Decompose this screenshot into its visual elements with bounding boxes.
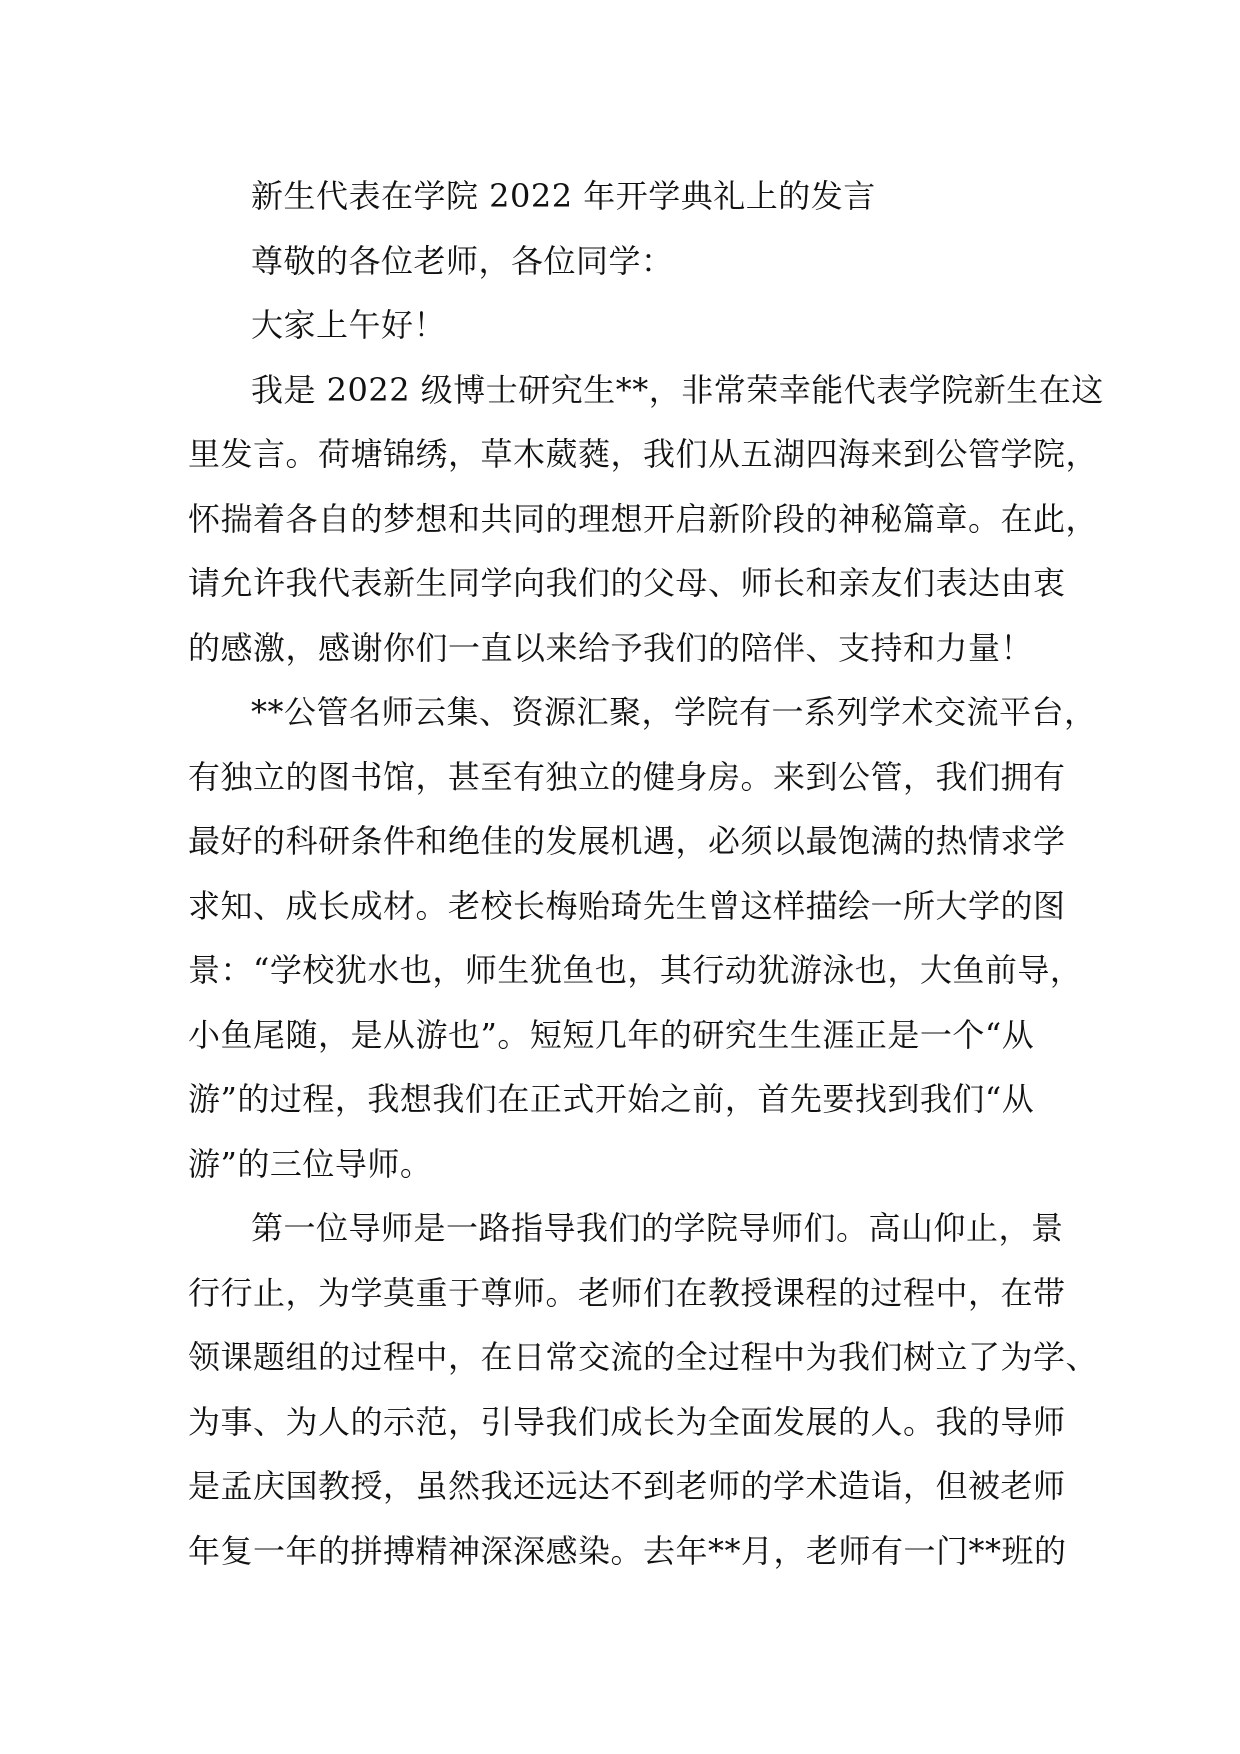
- paragraph-line: 求知、成长成材。老校长梅贻琦先生曾这样描绘一所大学的图: [188, 886, 1066, 925]
- paragraph-line: 里发言。荷塘锦绣，草木葳蕤，我们从五湖四海来到公管学院，: [188, 435, 1099, 473]
- paragraph-line: 景：“学校犹水也，师生犹鱼也，其行动犹游泳也，大鱼前导，: [188, 951, 1083, 989]
- paragraph-line: 第一位导师是一路指导我们的学院导师们。高山仰止，景: [251, 1209, 1064, 1247]
- paragraph-line: 是孟庆国教授，虽然我还远达不到老师的学术造诣，但被老师: [188, 1467, 1066, 1505]
- paragraph-line: 为事、为人的示范，引导我们成长为全面发展的人。我的导师: [188, 1402, 1066, 1441]
- paragraph-line: 我是 2022 级博士研究生**，非常荣幸能代表学院新生在这: [251, 370, 1104, 409]
- paragraph-line: 游”的三位导师。: [188, 1144, 433, 1183]
- paragraph-line: 行行止，为学莫重于尊师。老师们在教授课程的过程中，在带: [188, 1273, 1066, 1312]
- paragraph-line: 有独立的图书馆，甚至有独立的健身房。来到公管，我们拥有: [188, 757, 1066, 796]
- salutation: 尊敬的各位老师，各位同学：: [251, 241, 674, 280]
- document-title: 新生代表在学院 2022 年开学典礼上的发言: [251, 177, 876, 215]
- paragraph-line: 年复一年的拼搏精神深深感染。去年**月，老师有一门**班的: [188, 1531, 1067, 1570]
- paragraph-line: 游”的过程，我想我们在正式开始之前，首先要找到我们“从: [188, 1080, 1035, 1118]
- paragraph-line: 最好的科研条件和绝佳的发展机遇，必须以最饱满的热情求学: [188, 822, 1066, 860]
- paragraph-line: 领课题组的过程中，在日常交流的全过程中为我们树立了为学、: [188, 1338, 1099, 1376]
- paragraph-line: 请允许我代表新生同学向我们的父母、师长和亲友们表达由衷: [188, 564, 1066, 602]
- paragraph-line: 怀揣着各自的梦想和共同的理想开启新阶段的神秘篇章。在此，: [188, 499, 1099, 538]
- greeting: 大家上午好！: [251, 306, 447, 344]
- paragraph-line: 的感激，感谢你们一直以来给予我们的陪伴、支持和力量！: [188, 628, 1034, 667]
- paragraph-line: 小鱼尾随，是从游也”。短短几年的研究生生涯正是一个“从: [188, 1015, 1035, 1054]
- paragraph-line: **公管名师云集、资源汇聚，学院有一系列学术交流平台，: [251, 693, 1097, 731]
- document-page: [188, 164, 1104, 1583]
